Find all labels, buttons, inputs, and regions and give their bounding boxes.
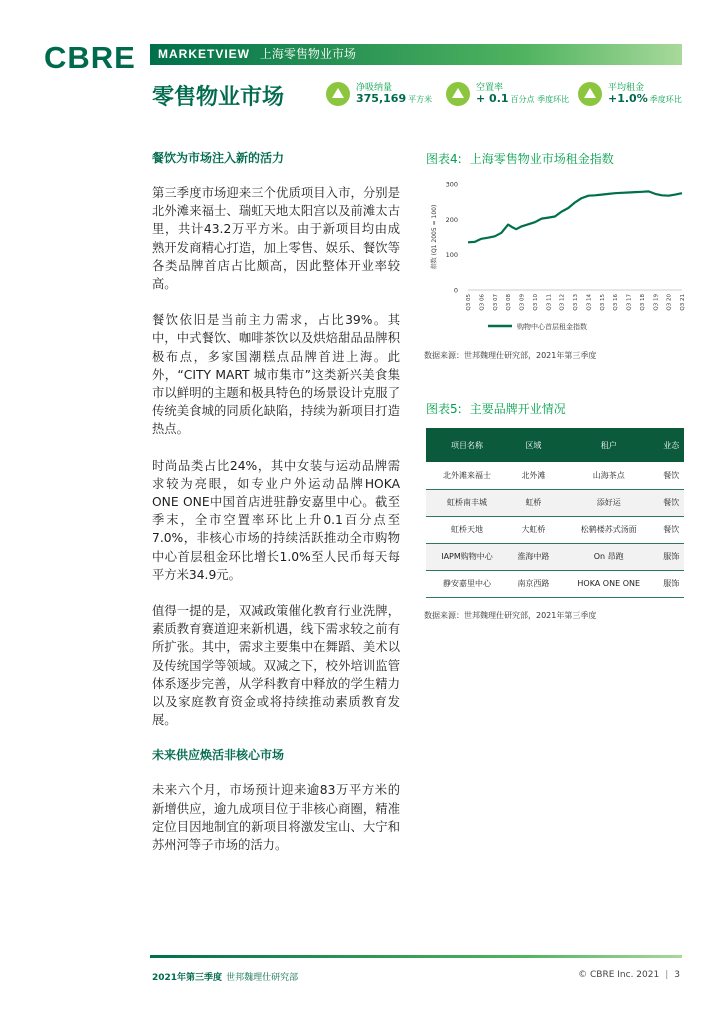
table-cell: On 昂跑 — [559, 543, 659, 570]
table-row — [426, 516, 684, 543]
table-cell: 虹桥 — [508, 489, 559, 516]
y-axis-label: 指数 (Q1 2005 = 100) — [431, 204, 438, 270]
stat-unit: 平方米 — [408, 95, 433, 104]
marketview-label: MARKETVIEW — [158, 47, 250, 61]
column-header: 租户 — [559, 428, 659, 462]
table-row — [426, 570, 684, 597]
x-tick-label: Q3 06 — [479, 294, 486, 311]
y-tick-label: 100 — [445, 251, 458, 260]
x-tick-label: Q3 05 — [466, 294, 472, 311]
figure5-source: 数据来源：世邦魏理仕研究部，2021年第三季度 — [424, 611, 597, 620]
up-arrow-icon — [446, 82, 470, 106]
table-cell: 山海茶点 — [559, 462, 659, 489]
column-header: 业态 — [659, 428, 684, 462]
x-tick-label: Q3 17 — [626, 294, 633, 311]
paragraph: 第三季度市场迎来三个优质项目入市，分别是北外滩来福士、瑞虹天地太阳宫以及前滩太古里，共计43.2万平方米。由于新项目均由成熟开发商精心打造，加上零售、娱乐、餐饮等各类品牌首店占比颇高，因此整体开业率较高。 — [152, 186, 400, 292]
stat-label: 空置率 — [476, 83, 504, 93]
table-cell: 淮海中路 — [508, 543, 559, 570]
x-tick-label: Q3 12 — [559, 294, 566, 311]
x-tick-label: Q3 19 — [653, 294, 660, 311]
body-text — [152, 150, 400, 872]
x-tick-label: Q3 18 — [639, 294, 646, 311]
stat-value: 375,169 平方米 — [356, 92, 433, 105]
y-tick-label: 300 — [445, 180, 458, 189]
section-heading: 餐饮为市场注入新的活力 — [152, 151, 285, 165]
paragraph: 未来六个月，市场预计迎来逾83万平方米的新增供应，逾九成项目位于非核心商圈，精准定位目因地制宜的新项目将激发宝山、大宁和苏州河等子市场的活力。 — [152, 783, 400, 853]
header-subtitle: 上海零售物业市场 — [259, 47, 356, 61]
y-tick-label: 0 — [453, 286, 458, 295]
cbre-logo: CBRE — [44, 40, 136, 75]
rent-index-chart — [420, 172, 690, 342]
footer-rule — [150, 955, 682, 958]
stat-value: + 0.1 百分点 季度环比 — [476, 92, 570, 105]
table-cell: 服饰 — [659, 543, 684, 570]
x-tick-label: Q3 20 — [666, 294, 673, 311]
x-tick-label: Q3 09 — [519, 294, 526, 311]
figure5-title: 图表5: 主要品牌开业情况 — [426, 402, 566, 416]
column-header: 区域 — [508, 428, 559, 462]
paragraph: 时尚品类占比24%，其中女装与运动品牌需求较为亮眼，如专业户外运动品牌HOKA ONE ONE中国首店进驻静安嘉里中心。截至季末，全市空置率环比上升0.1百分点至7.0%，非核心市场的持续活跃推动全市购物中心首层租金环比增长1.0%至人民币每天每平方米34.9元。 — [152, 458, 400, 582]
stat-value: +1.0% 季度环比 — [608, 92, 682, 105]
section-heading: 未来供应焕活非核心市场 — [152, 748, 285, 763]
page-title: 零售物业市场 — [152, 85, 285, 110]
table-cell: IAPM购物中心 — [426, 543, 508, 570]
x-tick-label: Q3 15 — [599, 294, 606, 311]
brand-openings-table — [426, 428, 684, 598]
stat-label: 平均租金 — [608, 83, 645, 93]
table-cell: 虹桥天地 — [426, 516, 508, 543]
x-tick-label: Q3 07 — [492, 294, 499, 311]
table-row — [426, 489, 684, 516]
header-bar — [150, 44, 682, 65]
table-cell: 服饰 — [659, 570, 684, 597]
figure4-title: 图表4: 上海零售物业市场租金指数 — [426, 152, 614, 166]
table-header-row — [426, 428, 684, 462]
table-cell: 餐饮 — [659, 516, 684, 543]
x-tick-label: Q3 14 — [586, 294, 593, 311]
table-cell: HOKA ONE ONE — [559, 570, 659, 597]
up-arrow-icon — [326, 82, 350, 106]
table-cell: 静安嘉里中心 — [426, 570, 508, 597]
table-cell: 松鹤楼苏式汤面 — [559, 516, 659, 543]
x-tick-label: Q3 11 — [546, 294, 553, 311]
x-tick-label: Q3 13 — [573, 294, 579, 311]
x-tick-label: Q3 21 — [680, 294, 686, 311]
legend-label: 购物中心首层租金指数 — [517, 323, 587, 331]
paragraph: 餐饮依旧是当前主力需求，占比39%。其中，中式餐饮、咖啡茶饮以及烘焙甜品品牌积极布点，多家国潮糕点品牌首进上海。此外，“CITY MART 城市集市”这类新兴美食集市以鲜明的主题和极具特色的场景设计克服了传统美食城的同质化缺陷，持续为新项目打造热点。 — [152, 313, 400, 437]
paragraph: 值得一提的是，双减政策催化教育行业洗牌，素质教育赛道迎来新机遇，线下需求较之前有所扩张。其中，需求主要集中在舞蹈、美术以及传统国学等领域。双减之下，校外培训监管体系逐步完善，从学科教育中释放的学生精力以及家庭教育资金或将持续推动素质教育发展。 — [152, 604, 400, 728]
x-tick-label: Q3 08 — [506, 294, 513, 311]
series-line — [468, 191, 682, 242]
copyright: © CBRE Inc. 2021 — [578, 970, 660, 980]
stat-unit: 百分点 季度环比 — [510, 95, 570, 104]
x-tick-label: Q3 16 — [613, 294, 620, 311]
column-header: 项目名称 — [426, 428, 508, 462]
stat-unit: 季度环比 — [649, 95, 682, 104]
table-row — [426, 543, 684, 570]
x-tick-label: Q3 10 — [532, 294, 539, 311]
table-cell: 餐饮 — [659, 489, 684, 516]
y-tick-label: 200 — [445, 215, 458, 224]
page-number: 3 — [674, 970, 680, 980]
table-row — [426, 462, 684, 489]
table-cell: 虹桥南丰城 — [426, 489, 508, 516]
table-cell: 南京西路 — [508, 570, 559, 597]
table-cell: 大虹桥 — [508, 516, 559, 543]
footer-right: © CBRE Inc. 2021 | 3 — [578, 970, 680, 980]
figure4-source: 数据来源：世邦魏理仕研究部，2021年第三季度 — [424, 351, 597, 360]
footer-left: 2021年第三季度 世邦魏理仕研究部 — [152, 973, 299, 983]
table-cell: 北外滩来福士 — [426, 462, 508, 489]
stat-label: 净吸纳量 — [356, 83, 393, 93]
table-cell: 餐饮 — [659, 462, 684, 489]
table-cell: 北外滩 — [508, 462, 559, 489]
up-arrow-icon — [578, 82, 602, 106]
table-cell: 添好运 — [559, 489, 659, 516]
